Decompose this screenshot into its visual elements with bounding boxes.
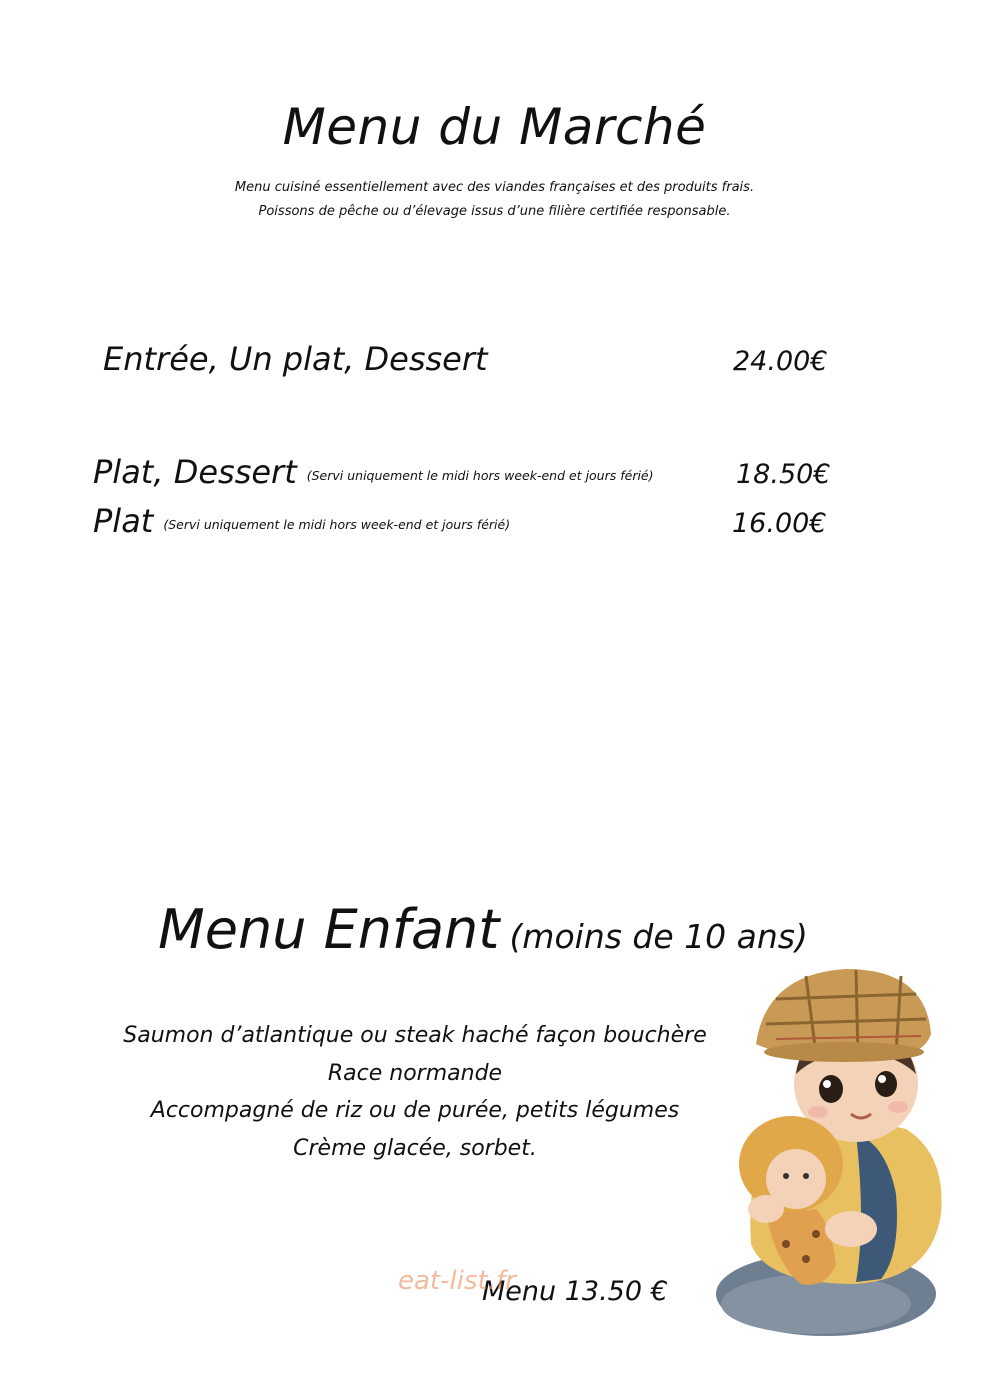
menu-enfant-line: Saumon d’atlantique ou steak haché façon bouchère (123, 1023, 707, 1048)
menu-item-price: 16.00€ (732, 508, 827, 539)
menu-item-entree-plat-dessert (103, 340, 488, 378)
menu-item-label: Entrée, Un plat, Dessert (103, 340, 488, 378)
menu-enfant-title (0, 898, 966, 961)
menu-enfant-title-main: Menu Enfant (158, 898, 500, 961)
menu-item-price: 18.50€ (736, 459, 831, 490)
menu-item-plat-dessert (93, 453, 654, 491)
menu-marche-subtitle-line-1: Menu cuisiné essentiellement avec des viandes françaises et des produits frais. (234, 180, 755, 195)
child-with-doll-icon (706, 964, 956, 1344)
menu-item-note: (Servi uniquement le midi hors week-end et jours férié) (306, 468, 654, 483)
menu-item-note: (Servi uniquement le midi hors week-end et jours férié) (163, 517, 511, 532)
menu-marche-title: Menu du Marché (282, 98, 707, 156)
menu-marche-subtitle-line-2: Poissons de pêche ou d’élevage issus d’une filière certifiée responsable. (258, 204, 731, 219)
watermark: eat-list.fr (398, 1266, 516, 1296)
child-with-doll-illustration (706, 964, 956, 1344)
menu-item-plat (93, 502, 510, 540)
menu-item-label: Plat, Dessert (93, 453, 297, 491)
menu-enfant-line: Crème glacée, sorbet. (293, 1136, 537, 1161)
menu-item-label: Plat (93, 502, 154, 540)
menu-enfant-title-note: (moins de 10 ans) (509, 917, 808, 956)
menu-enfant-line: Race normande (327, 1061, 503, 1086)
menu-enfant-price: Menu 13.50 € (482, 1276, 668, 1307)
menu-item-price: 24.00€ (733, 346, 828, 377)
menu-enfant-line: Accompagné de riz ou de purée, petits légumes (150, 1098, 680, 1123)
